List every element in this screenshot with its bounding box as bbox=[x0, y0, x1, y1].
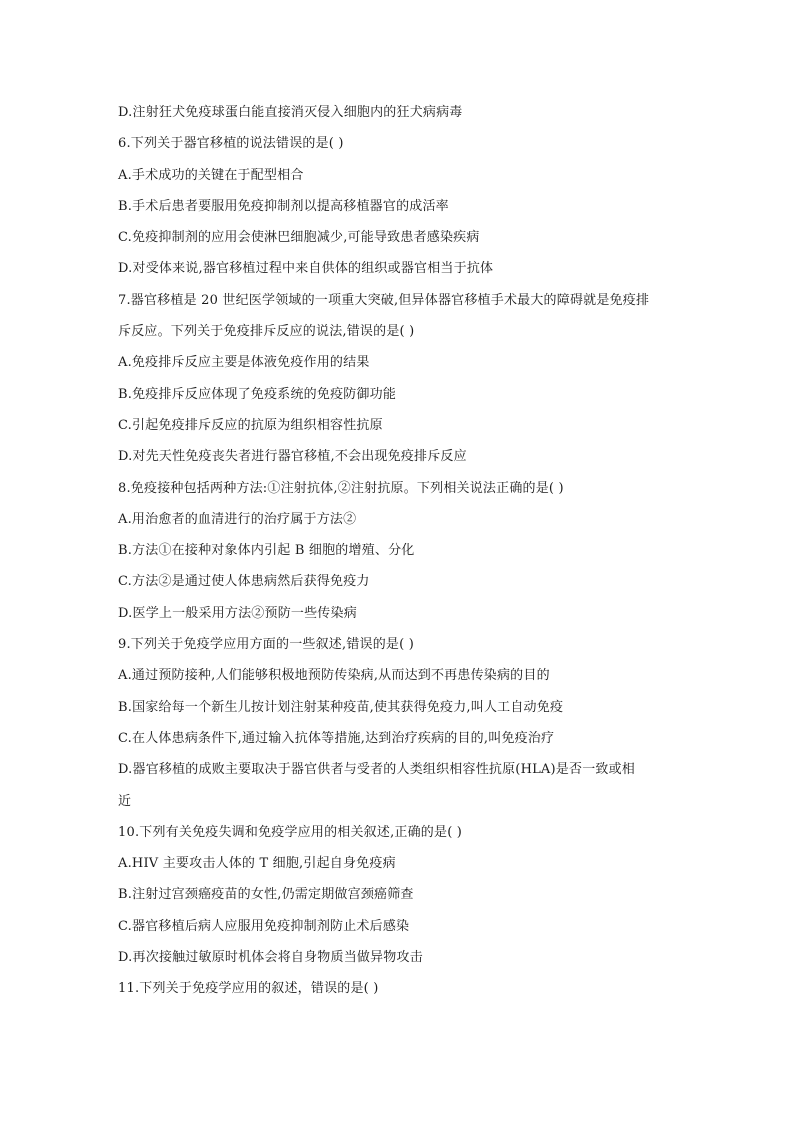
question-8-stem: 8.免疫接种包括两种方法:①注射抗体,②注射抗原。下列相关说法正确的是( ) bbox=[118, 480, 564, 496]
question-7-option-a: A.免疫排斥反应主要是体液免疫作用的结果 bbox=[118, 355, 370, 371]
question-9-option-d-line-2: 近 bbox=[118, 793, 132, 809]
question-9-stem: 9.下列关于免疫学应用方面的一些叙述,错误的是( ) bbox=[118, 637, 415, 653]
question-10-option-b: B.注射过宫颈癌疫苗的女性,仍需定期做宫颈癌筛查 bbox=[118, 887, 414, 903]
question-9-option-c: C.在人体患病条件下,通过输入抗体等措施,达到治疗疾病的目的,叫免疫治疗 bbox=[118, 730, 555, 746]
document-page bbox=[118, 101, 698, 1009]
question-6-option-b: B.手术后患者要服用免疫抑制剂以提高移植器官的成活率 bbox=[118, 198, 449, 214]
question-10-option-c: C.器官移植后病人应服用免疫抑制剂防止术后感染 bbox=[118, 918, 410, 934]
question-8-option-c: C.方法②是通过使人体患病然后获得免疫力 bbox=[118, 574, 370, 590]
question-8-option-d: D.医学上一般采用方法②预防一些传染病 bbox=[118, 605, 357, 621]
question-7-stem-line-2: 斥反应。下列关于免疫排斥反应的说法,错误的是( ) bbox=[118, 324, 415, 340]
question-8-option-b: B.方法①在接种对象体内引起 B 细胞的增殖、分化 bbox=[118, 543, 415, 559]
question-7-option-b: B.免疫排斥反应体现了免疫系统的免疫防御功能 bbox=[118, 386, 397, 402]
question-10-option-d: D.再次接触过敏原时机体会将自身物质当做异物攻击 bbox=[118, 950, 423, 966]
question-9-option-d-line-1: D.器官移植的成败主要取决于器官供者与受者的人类组织相容性抗原(HLA)是否一致或相 bbox=[118, 762, 635, 778]
question-7-stem-line-1: 7.器官移植是 20 世纪医学领域的一项重大突破,但异体器官移植手术最大的障碍就是免疫排 bbox=[118, 292, 650, 308]
question-6-option-a: A.手术成功的关键在于配型相合 bbox=[118, 167, 304, 183]
question-7-option-c: C.引起免疫排斥反应的抗原为组织相容性抗原 bbox=[118, 417, 383, 433]
question-6-stem: 6.下列关于器官移植的说法错误的是( ) bbox=[118, 136, 344, 152]
question-11-stem: 11.下列关于免疫学应用的叙述，错误的是( ) bbox=[118, 981, 379, 997]
question-9-option-a: A.通过预防接种,人们能够积极地预防传染病,从而达到不再患传染病的目的 bbox=[118, 668, 550, 684]
question-8-option-a: A.用治愈者的血清进行的治疗属于方法② bbox=[118, 511, 357, 527]
question-6-option-d: D.对受体来说,器官移植过程中来自供体的组织或器官相当于抗体 bbox=[118, 261, 494, 277]
question-9-option-b: B.国家给每一个新生儿按计划注射某种疫苗,使其获得免疫力,叫人工自动免疫 bbox=[118, 699, 564, 715]
question-7-option-d: D.对先天性免疫丧失者进行器官移植,不会出现免疫排斥反应 bbox=[118, 449, 467, 465]
question-10-stem: 10.下列有关免疫失调和免疫学应用的相关叙述,正确的是( ) bbox=[118, 824, 463, 840]
question-10-option-a: A.HIV 主要攻击人体的 T 细胞,引起自身免疫病 bbox=[118, 856, 396, 872]
question-6-option-c: C.免疫抑制剂的应用会使淋巴细胞减少,可能导致患者感染疾病 bbox=[118, 230, 480, 246]
text-line: D.注射狂犬免疫球蛋白能直接消灭侵入细胞内的狂犬病病毒 bbox=[118, 105, 463, 120]
